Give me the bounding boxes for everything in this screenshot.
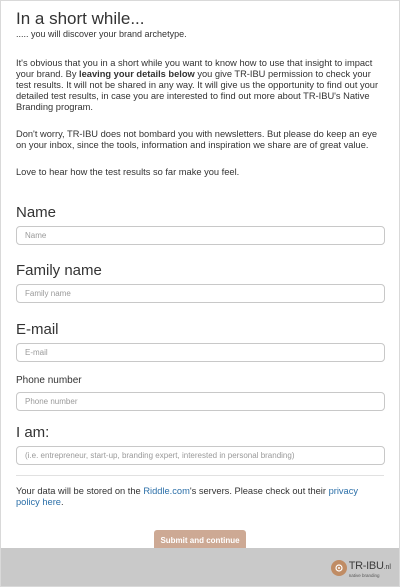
phone-field-group xyxy=(16,374,384,411)
footer-bar xyxy=(1,548,399,586)
form-content xyxy=(1,1,399,551)
phone-input[interactable] xyxy=(16,392,385,411)
iam-field-group xyxy=(16,424,384,465)
intro-paragraph-feelings: Love to hear how the test results so far make you feel. xyxy=(16,167,240,177)
privacy-notice: Your data will be stored on the Riddle.com's servers. Please check out their privacy policy here. xyxy=(16,486,359,507)
logo-tagline: native branding xyxy=(348,573,380,578)
riddle-link[interactable]: Riddle.com xyxy=(143,486,190,496)
iam-input[interactable] xyxy=(16,446,385,465)
name-field-group xyxy=(16,204,384,245)
family-name-input[interactable] xyxy=(16,284,385,303)
family-name-field-group xyxy=(16,262,384,303)
family-name-label: Family name xyxy=(16,262,102,279)
email-label: E-mail xyxy=(16,321,59,338)
iam-label: I am: xyxy=(16,424,50,441)
name-label: Name xyxy=(16,204,57,221)
logo-tld: .nl xyxy=(383,564,391,571)
phone-label: Phone number xyxy=(16,375,82,386)
divider xyxy=(16,475,384,476)
name-input[interactable] xyxy=(16,226,385,245)
email-field-group xyxy=(16,321,384,362)
intro-paragraph-permission: It's obvious that you in a short while you want to know how to use that insight to impact your brand. By leaving your details below you give TR-IBU permission to check your test results. It will not be shared in any way. It will give us the opportunity to find out your detailed test results, in case you are interested to find out more about TR-IBU's Native Branding program. xyxy=(16,58,379,112)
intro-paragraph-newsletter: Don't worry, TR-IBU does not bombard you with newsletters. But please do keep an eye on your inbox, since the tools, information and inspiration we share are of great value. xyxy=(16,129,378,150)
intro-bold-text: leaving your details below xyxy=(79,69,195,79)
logo-name: TR-IBU xyxy=(348,560,384,572)
tribu-logo-icon xyxy=(331,560,347,576)
page-subtitle: ..... you will discover your brand archetype. xyxy=(16,29,187,39)
submit-button[interactable]: Submit and continue xyxy=(154,530,246,551)
page-title: In a short while... xyxy=(16,9,145,28)
tribu-logo-text xyxy=(349,557,391,579)
tribu-logo xyxy=(331,557,391,579)
privacy-policy-link[interactable]: privacy policy here xyxy=(16,486,359,507)
email-input[interactable] xyxy=(16,343,385,362)
